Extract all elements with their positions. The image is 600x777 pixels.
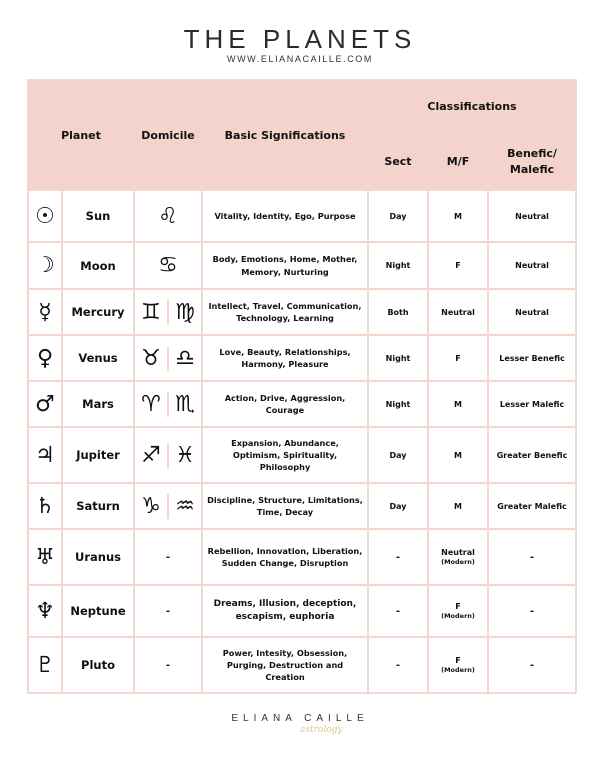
- mf-note: (Modern): [441, 666, 475, 674]
- planet-name: Saturn: [62, 483, 134, 529]
- sect-value: -: [368, 529, 428, 585]
- table-row: [28, 585, 576, 637]
- significations: Expansion, Abundance, Optimism, Spirituality, Philosophy: [202, 427, 368, 483]
- sect-value: Day: [368, 190, 428, 242]
- mf-value: [428, 585, 488, 637]
- domicile-cell: [134, 585, 202, 637]
- mf-note: (Modern): [441, 558, 475, 566]
- table-row: [28, 381, 576, 427]
- zodiac-sign-icon: ♓: [175, 442, 195, 468]
- page-title: THE PLANETS: [183, 24, 417, 54]
- planet-name: Jupiter: [62, 427, 134, 483]
- significations: Power, Intesity, Obsession, Purging, Destruction and Creation: [202, 637, 368, 693]
- planet-name: Mars: [62, 381, 134, 427]
- domicile-cell: [134, 637, 202, 693]
- domicile-cell: [134, 335, 202, 381]
- mf-label: M: [454, 501, 462, 511]
- significations: Love, Beauty, Relationships, Harmony, Pleasure: [202, 335, 368, 381]
- domicile-cell: [134, 242, 202, 289]
- mf-label: F: [455, 656, 461, 665]
- mf-value: [428, 190, 488, 242]
- significations: Body, Emotions, Home, Mother, Memory, Nurturing: [202, 242, 368, 289]
- planets-table: [27, 79, 577, 694]
- planet-glyph-icon: ☽: [28, 242, 62, 289]
- planet-name: Neptune: [62, 585, 134, 637]
- mf-label: F: [455, 261, 461, 270]
- domicile-cell: [134, 190, 202, 242]
- mf-label: M: [454, 450, 462, 460]
- zodiac-sign-icon: ♌: [158, 203, 178, 229]
- zodiac-sign-icon: ♐: [135, 443, 169, 468]
- zodiac-sign-icon: ♍: [175, 299, 195, 325]
- mf-value: [428, 289, 488, 335]
- planet-name: Pluto: [62, 637, 134, 693]
- mf-value: [428, 335, 488, 381]
- sect-value: Day: [368, 427, 428, 483]
- zodiac-sign-icon: ♈: [135, 392, 169, 417]
- table-row: [28, 427, 576, 483]
- mf-value: [428, 637, 488, 693]
- sect-value: Night: [368, 242, 428, 289]
- domicile-none: -: [165, 659, 171, 671]
- sect-value: -: [368, 637, 428, 693]
- table-row: [28, 335, 576, 381]
- benefic-value: Greater Malefic: [488, 483, 576, 529]
- mf-label: Neutral: [441, 307, 475, 317]
- header-classifications: Classifications: [368, 80, 576, 133]
- zodiac-sign-icon: ♑: [135, 494, 169, 519]
- header-mf: M/F: [428, 133, 488, 190]
- website-url: WWW.ELIANACAILLE.COM: [226, 54, 374, 64]
- sect-value: Both: [368, 289, 428, 335]
- significations: Vitality, Identity, Ego, Purpose: [202, 190, 368, 242]
- significations: Discipline, Structure, Limitations, Time, Decay: [202, 483, 368, 529]
- sect-value: Night: [368, 335, 428, 381]
- planet-glyph-icon: ♆: [28, 585, 62, 637]
- mf-label: Neutral: [441, 548, 475, 557]
- significations: Rebellion, Innovation, Liberation, Sudden Change, Disruption: [202, 529, 368, 585]
- significations: Dreams, Illusion, deception, escapism, euphoria: [202, 585, 368, 637]
- header-domicile: Domicile: [134, 80, 202, 190]
- mf-label: F: [455, 353, 461, 363]
- table-row: [28, 637, 576, 693]
- planet-glyph-icon: ☉: [28, 190, 62, 242]
- planet-glyph-icon: ♃: [28, 427, 62, 483]
- planet-name: Sun: [62, 190, 134, 242]
- significations: Intellect, Travel, Communication, Technology, Learning: [202, 289, 368, 335]
- planet-name: Moon: [62, 242, 134, 289]
- table-row: [28, 289, 576, 335]
- domicile-cell: [134, 289, 202, 335]
- header-sect: Sect: [368, 133, 428, 190]
- planet-glyph-icon: ♇: [28, 637, 62, 693]
- benefic-value: Lesser Benefic: [488, 335, 576, 381]
- domicile-cell: [134, 381, 202, 427]
- planet-glyph-icon: ☿: [28, 289, 62, 335]
- domicile-cell: [134, 483, 202, 529]
- zodiac-sign-icon: ♏: [175, 391, 195, 417]
- sect-value: -: [368, 585, 428, 637]
- planet-name: Mercury: [62, 289, 134, 335]
- mf-value: [428, 242, 488, 289]
- significations: Action, Drive, Aggression, Courage: [202, 381, 368, 427]
- brand-signature: astrology: [300, 725, 343, 735]
- brand-name: ELIANA CAILLE: [231, 713, 369, 724]
- benefic-value: -: [488, 529, 576, 585]
- table-row: [28, 242, 576, 289]
- planet-glyph-icon: ♂: [28, 381, 62, 427]
- header-significations: Basic Significations: [202, 80, 368, 190]
- mf-note: (Modern): [441, 612, 475, 620]
- zodiac-sign-icon: ♊: [135, 300, 169, 325]
- planet-glyph-icon: ♅: [28, 529, 62, 585]
- domicile-cell: [134, 529, 202, 585]
- zodiac-sign-icon: ♎: [175, 345, 195, 371]
- planet-name: Venus: [62, 335, 134, 381]
- mf-value: [428, 427, 488, 483]
- sect-value: Day: [368, 483, 428, 529]
- benefic-value: -: [488, 637, 576, 693]
- mf-label: M: [454, 399, 462, 409]
- benefic-value: Lesser Malefic: [488, 381, 576, 427]
- zodiac-sign-icon: ♒: [175, 493, 195, 519]
- table-row: [28, 190, 576, 242]
- table-row: [28, 529, 576, 585]
- domicile-none: -: [165, 605, 171, 617]
- domicile-none: -: [165, 551, 171, 563]
- benefic-value: Neutral: [488, 190, 576, 242]
- zodiac-sign-icon: ♋: [158, 253, 178, 278]
- zodiac-sign-icon: ♉: [135, 346, 169, 371]
- table-row: [28, 483, 576, 529]
- mf-label: M: [454, 211, 462, 221]
- benefic-value: Neutral: [488, 289, 576, 335]
- domicile-cell: [134, 427, 202, 483]
- benefic-value: Neutral: [488, 242, 576, 289]
- benefic-value: -: [488, 585, 576, 637]
- header-planet: Planet: [28, 80, 134, 190]
- mf-value: [428, 483, 488, 529]
- sect-value: Night: [368, 381, 428, 427]
- benefic-value: Greater Benefic: [488, 427, 576, 483]
- mf-value: [428, 529, 488, 585]
- planet-glyph-icon: ♀: [28, 335, 62, 381]
- mf-label: F: [455, 602, 461, 611]
- planet-name: Uranus: [62, 529, 134, 585]
- mf-value: [428, 381, 488, 427]
- header-benefic-malefic: Benefic/ Malefic: [488, 133, 576, 190]
- planet-glyph-icon: ♄: [28, 483, 62, 529]
